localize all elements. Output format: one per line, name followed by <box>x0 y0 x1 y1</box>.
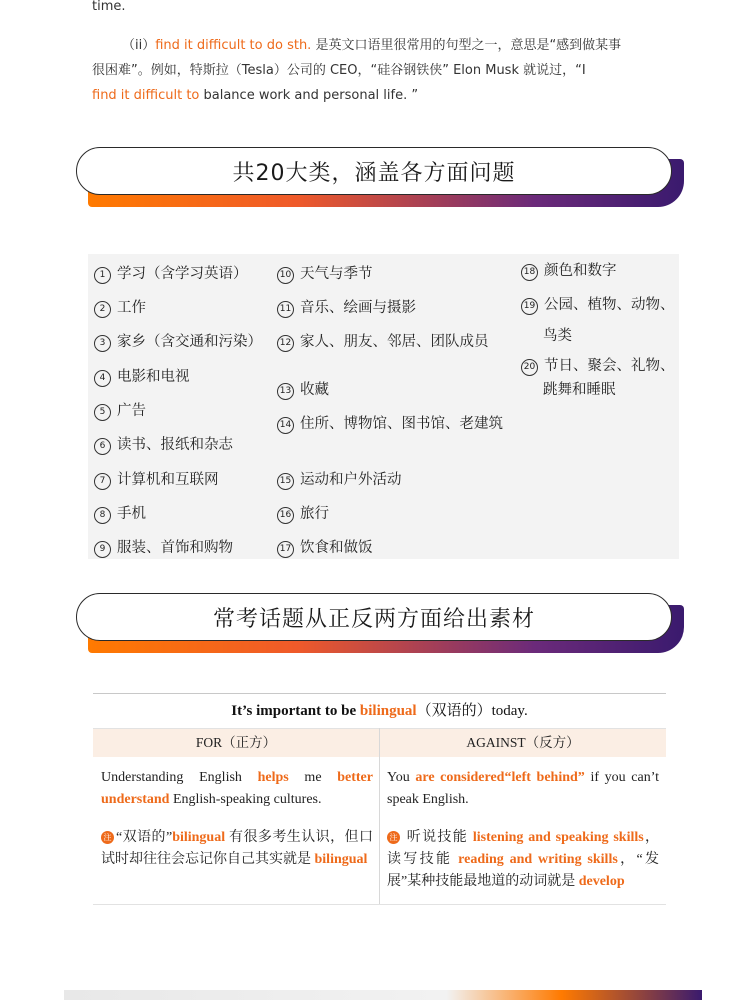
category-label: 计算机和互联网 <box>117 472 219 488</box>
category-label: 电影和电视 <box>117 369 190 385</box>
circled-number-icon: 15 <box>277 473 294 490</box>
intro-marker: （ii） <box>122 38 156 53</box>
category-item <box>94 399 146 421</box>
circled-number-icon: 6 <box>94 438 111 455</box>
category-item-continued <box>543 378 616 399</box>
intro-line-4 <box>92 83 418 108</box>
circled-number-icon: 12 <box>277 335 294 352</box>
banner-title: 常考话题从正反两方面给出素材 <box>76 593 672 641</box>
circled-number-icon: 1 <box>94 267 111 284</box>
note-icon: 注 <box>101 831 114 844</box>
intro-line-1: time. <box>92 0 126 14</box>
table-rule <box>93 904 666 905</box>
category-label: 鸟类 <box>543 328 572 344</box>
circled-number-icon: 9 <box>94 541 111 558</box>
category-item <box>94 536 233 558</box>
category-label: 音乐、绘画与摄影 <box>300 300 416 316</box>
category-item <box>277 330 489 352</box>
category-item <box>94 330 262 352</box>
table-title <box>93 693 666 728</box>
category-label: 广告 <box>117 403 146 419</box>
intro-phrase-2: find it difficult to <box>92 88 200 103</box>
circled-number-icon: 2 <box>94 301 111 318</box>
category-label: 公园、植物、动物、 <box>544 297 675 313</box>
category-item <box>94 502 146 524</box>
circled-number-icon: 10 <box>277 267 294 284</box>
section-banner-topics <box>76 593 684 655</box>
category-item <box>277 296 416 318</box>
category-label: 住所、博物馆、图书馆、老建筑 <box>300 416 503 432</box>
category-item <box>94 365 190 387</box>
category-label: 读书、报纸和杂志 <box>117 437 233 453</box>
against-note: 注 听说技能 listening and speaking skills，读写技能 reading and writing skills，“发展”某种技能最地道的动词就是 develop <box>387 830 660 889</box>
category-item <box>277 378 329 400</box>
category-item <box>277 262 373 284</box>
category-label: 家乡（含交通和污染） <box>117 334 262 350</box>
category-item <box>94 468 219 490</box>
circled-number-icon: 5 <box>94 404 111 421</box>
category-label: 家人、朋友、邻居、团队成员 <box>300 334 489 350</box>
column-divider <box>379 728 380 905</box>
circled-number-icon: 17 <box>277 541 294 558</box>
category-label: 跳舞和睡眠 <box>543 382 616 398</box>
circled-number-icon: 18 <box>521 264 538 281</box>
for-note: 注 “双语的”bilingual 有很多考生认识，但口试时却往往会忘记你自己其实就是 bilingual <box>101 830 373 867</box>
category-label: 运动和户外活动 <box>300 472 402 488</box>
for-header: FOR（正方） <box>93 729 379 757</box>
intro-text: 是英文口语里很常用的句型之一，意思是“感到做某事 <box>311 38 622 53</box>
category-item <box>277 412 503 434</box>
circled-number-icon: 11 <box>277 301 294 318</box>
circled-number-icon: 13 <box>277 383 294 400</box>
category-item <box>277 468 402 490</box>
category-item <box>277 536 373 558</box>
circled-number-icon: 14 <box>277 417 294 434</box>
category-item <box>521 293 675 315</box>
category-item <box>94 262 248 284</box>
category-label: 工作 <box>117 300 146 316</box>
category-grid <box>88 254 679 559</box>
category-label: 服装、首饰和购物 <box>117 540 233 556</box>
table-title-keyword: bilingual <box>359 703 417 719</box>
banner-title: 共20大类，涵盖各方面问题 <box>76 147 672 195</box>
category-item <box>521 354 675 376</box>
against-header: AGAINST（反方） <box>380 729 666 757</box>
category-label: 颜色和数字 <box>544 263 617 279</box>
category-label: 天气与季节 <box>300 266 373 282</box>
circled-number-icon: 20 <box>521 359 538 376</box>
category-item <box>521 259 617 281</box>
circled-number-icon: 3 <box>94 335 111 352</box>
for-argument: Understanding English helps me better understand English-speaking cultures. <box>101 770 373 807</box>
intro-line-2 <box>122 33 621 58</box>
against-argument: You are considered“left behind” if you can’t speak English. <box>387 770 660 807</box>
circled-number-icon: 8 <box>94 507 111 524</box>
circled-number-icon: 4 <box>94 370 111 387</box>
note-icon: 注 <box>387 831 400 844</box>
bottom-decoration <box>64 990 702 1000</box>
pros-cons-table <box>93 693 666 905</box>
category-label: 旅行 <box>300 506 329 522</box>
category-label: 节日、聚会、礼物、 <box>544 358 675 374</box>
category-item <box>277 502 329 524</box>
category-item <box>94 296 146 318</box>
circled-number-icon: 7 <box>94 473 111 490</box>
table-title-text: （双语的）today. <box>416 703 528 719</box>
intro-line-3: 很困难”。例如，特斯拉（Tesla）公司的 CEO，“硅谷钢铁侠” Elon Musk 就说过，“I <box>92 63 586 78</box>
intro-phrase: find it difficult to do sth. <box>155 38 312 53</box>
category-label: 手机 <box>117 506 146 522</box>
category-label: 饮食和做饭 <box>300 540 373 556</box>
category-label: 收藏 <box>300 382 329 398</box>
circled-number-icon: 19 <box>521 298 538 315</box>
category-label: 学习（含学习英语） <box>117 266 248 282</box>
table-title-text: It’s important to be <box>231 703 360 719</box>
circled-number-icon: 16 <box>277 507 294 524</box>
intro-text-2: balance work and personal life. ” <box>199 88 419 103</box>
section-banner-categories <box>76 147 684 209</box>
category-item-continued <box>543 324 572 345</box>
category-item <box>94 433 233 455</box>
